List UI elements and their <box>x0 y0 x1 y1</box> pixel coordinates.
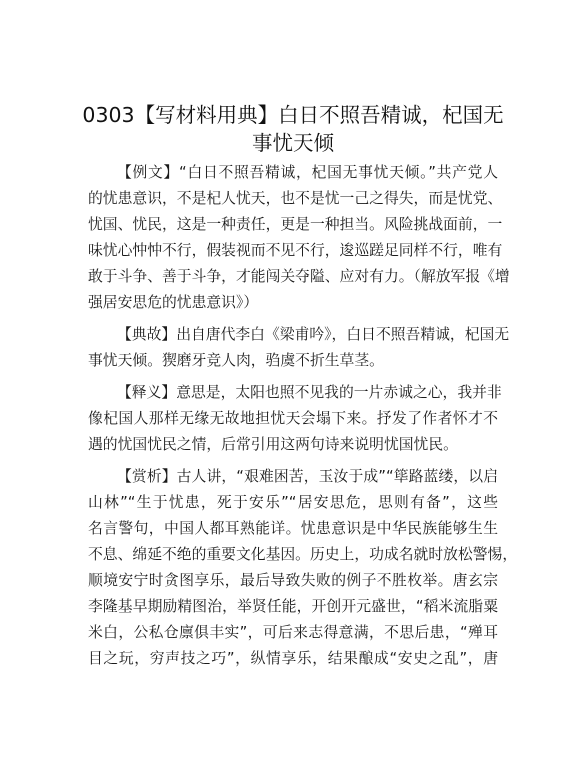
text-line: 李隆基早期励精图治，举贤任能，开创开元盛世，“稻米流脂粟 <box>88 598 498 615</box>
paragraph-appreciation <box>88 464 518 672</box>
text-line: 名言警句，中国人都耳熟能详。忧患意识是中华民族能够生生 <box>88 520 498 537</box>
paragraph-example <box>88 160 510 316</box>
text-line: 【赏析】古人讲，“艰难困苦，玉汝于成”“筚路蓝缕，以启 <box>117 468 498 485</box>
document-title <box>60 101 526 157</box>
text-line: 像杞国人那样无缘无故地担忧天会塌下来。抒发了作者怀才不 <box>88 410 498 427</box>
text-line: 【释义】意思是，太阳也照不见我的一片赤诚之心，我并非 <box>117 384 502 401</box>
text-line: 敢于斗争、善于斗争，才能闯关夺隘、应对有力。（解放军报《增 <box>88 268 510 285</box>
document-body <box>88 160 518 678</box>
paragraph-meaning <box>88 380 502 458</box>
title-line: 事忧天倾 <box>252 131 334 155</box>
text-line: 不息、绵延不绝的重要文化基因。历史上，功成名就时放松警惕， <box>88 546 518 563</box>
text-line: 米白，公私仓廪俱丰实”，可后来志得意满，不思后患，“殚耳 <box>88 624 498 641</box>
text-line: 忧国、忧民，这是一种责任，更是一种担当。风险挑战面前，一 <box>88 216 503 233</box>
text-line: 强居安思危的忧患意识》） <box>88 294 259 311</box>
text-line: 【例文】“白日不照吾精诚，杞国无事忧天倾。”共产党人 <box>117 164 498 181</box>
paragraph-allusion <box>88 322 510 374</box>
text-line: 山林”“生于忧患，死于安乐”“居安思危，思则有备”，这些 <box>88 494 498 511</box>
text-line: 事忧天倾。猰磨牙竞人肉，驺虞不折生草茎。 <box>88 352 384 369</box>
title-line: 0303【写材料用典】白日不照吾精诚，杞国无 <box>82 103 504 127</box>
text-line: 味忧心忡忡不行，假装视而不见不行，逡巡蹉足同样不行，唯有 <box>88 242 503 259</box>
text-line: 目之玩，穷声技之巧”，纵情享乐，结果酿成“安史之乱”，唐 <box>88 650 498 667</box>
text-line: 的忧患意识，不是杞人忧天，也不是忧一己之得失，而是忧党、 <box>88 190 503 207</box>
text-line: 【典故】出自唐代李白《梁甫吟》，白日不照吾精诚，杞国无 <box>117 326 510 343</box>
text-line: 顺境安宁时贪图享乐，最后导致失败的例子不胜枚举。唐玄宗 <box>88 572 498 589</box>
text-line: 遇的忧国忧民之情，后常引用这两句诗来说明忧国忧民。 <box>88 436 458 453</box>
